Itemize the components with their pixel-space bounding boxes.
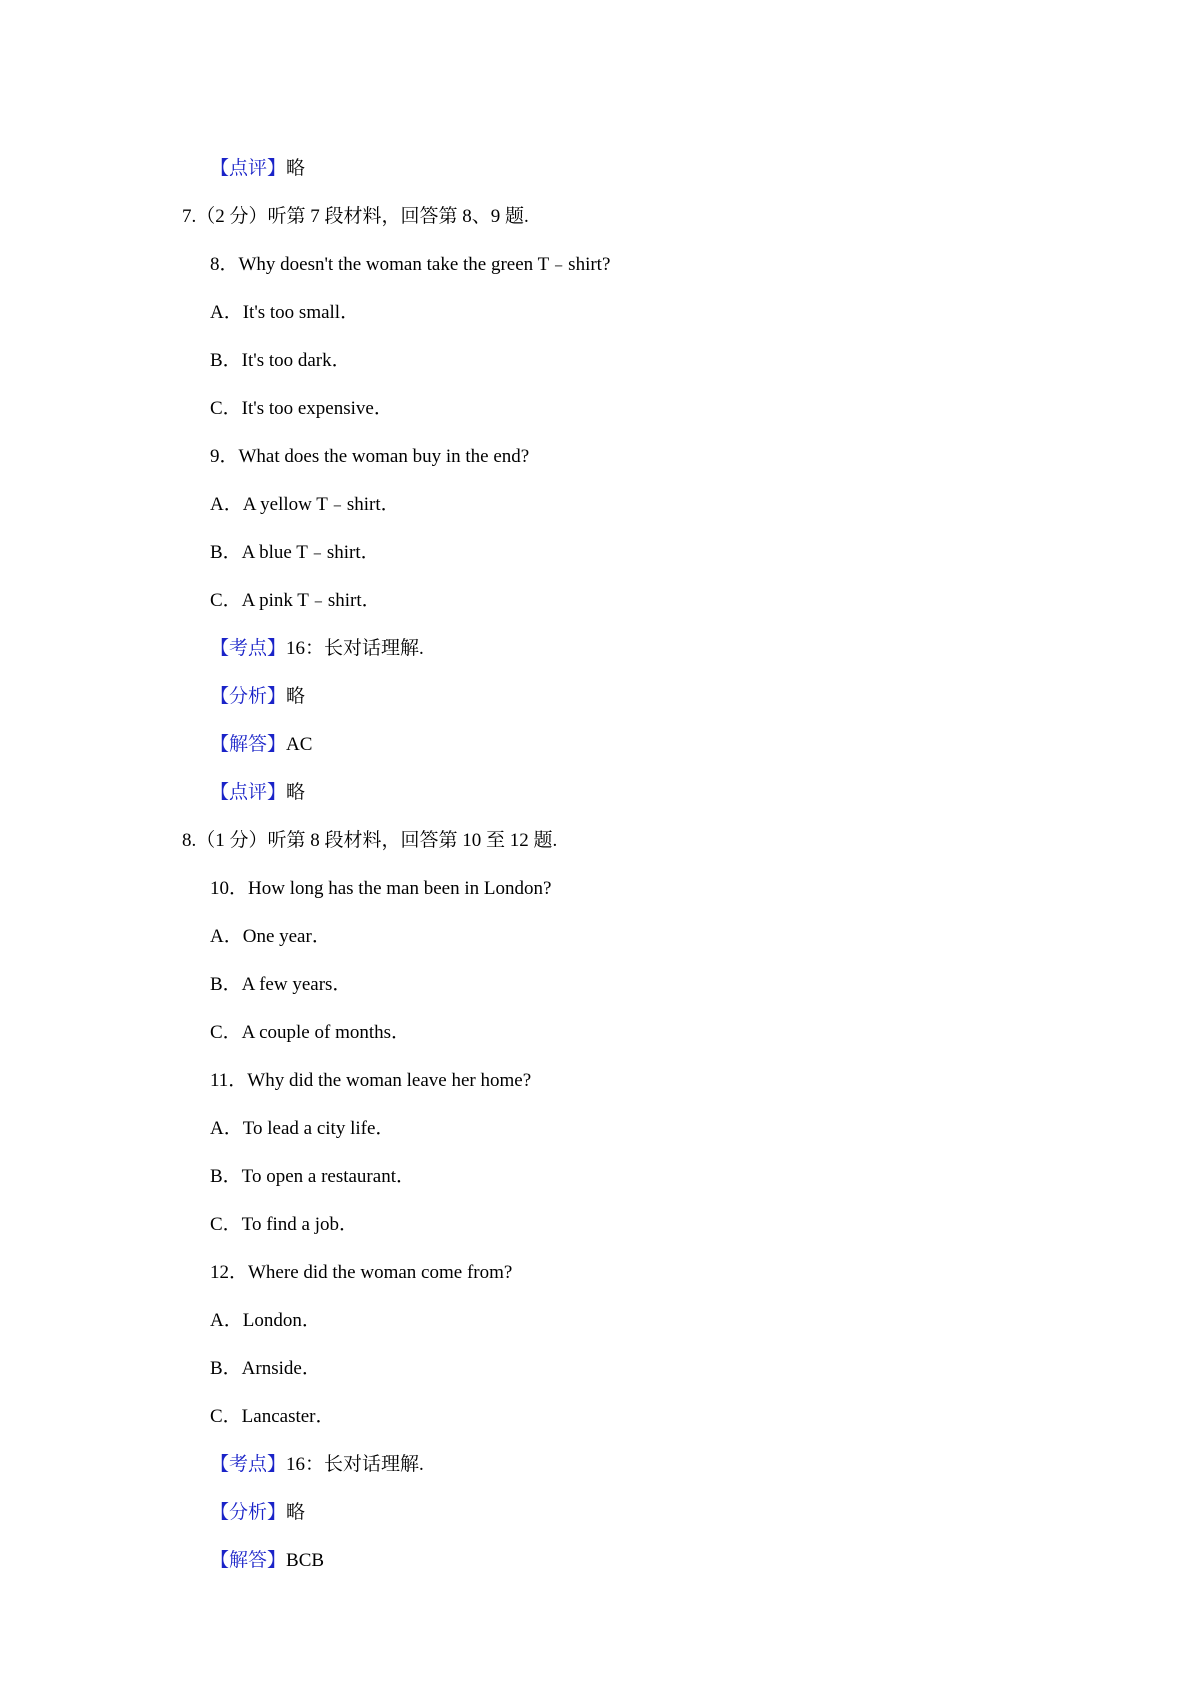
question-header-7: 7.（2 分）听第 7 段材料，回答第 8、9 题. [182, 206, 529, 227]
analysis-line [210, 1500, 305, 1526]
option-8b: B．It's too dark． [210, 350, 351, 371]
label-comment: 【点评】 [210, 158, 287, 179]
analysis-line [210, 684, 305, 710]
comment-line [210, 780, 305, 806]
line-text: 略 [286, 158, 306, 179]
option-9b: B．A blue T﹣shirt． [210, 542, 380, 563]
option-12b: B．Arnside． [210, 1358, 321, 1379]
option-9c: C．A pink T﹣shirt． [210, 590, 381, 611]
answer-line [210, 1548, 324, 1574]
option-10c: C．A couple of months． [210, 1022, 411, 1043]
line-text: 16：长对话理解. [286, 1454, 424, 1475]
label-answer: 【解答】 [210, 1550, 287, 1571]
kaodian-line [210, 1452, 424, 1478]
answer-line [210, 732, 312, 758]
label-kaodian: 【考点】 [210, 1454, 287, 1475]
option-8a: A．It's too small． [210, 302, 360, 323]
label-comment: 【点评】 [210, 782, 287, 803]
option-11b: B．To open a restaurant． [210, 1166, 415, 1187]
question-11: 11．Why did the woman leave her home? [210, 1070, 532, 1091]
option-11a: A．To lead a city life． [210, 1118, 395, 1139]
option-9a: A．A yellow T﹣shirt． [210, 494, 400, 515]
line-text: AC [286, 734, 313, 755]
question-10: 10．How long has the man been in London? [210, 878, 552, 899]
line-text: 略 [286, 1502, 306, 1523]
option-12a: A．London． [210, 1310, 321, 1331]
label-kaodian: 【考点】 [210, 638, 287, 659]
line-text: 略 [286, 686, 306, 707]
label-analysis: 【分析】 [210, 686, 287, 707]
option-12c: C．Lancaster． [210, 1406, 335, 1427]
line-text: 16：长对话理解. [286, 638, 424, 659]
option-8c: C．It's too expensive． [210, 398, 393, 419]
option-10b: B．A few years． [210, 974, 352, 995]
question-8: 8．Why doesn't the woman take the green T﹣shirt? [210, 254, 611, 275]
option-11c: C．To find a job． [210, 1214, 359, 1235]
comment-line [210, 156, 305, 182]
question-12: 12．Where did the woman come from? [210, 1262, 513, 1283]
question-header-8: 8.（1 分）听第 8 段材料，回答第 10 至 12 题. [182, 830, 558, 851]
kaodian-line [210, 636, 424, 662]
label-answer: 【解答】 [210, 734, 287, 755]
label-analysis: 【分析】 [210, 1502, 287, 1523]
line-text: BCB [286, 1550, 325, 1571]
question-9: 9．What does the woman buy in the end? [210, 446, 530, 467]
option-10a: A．One year． [210, 926, 331, 947]
line-text: 略 [286, 782, 306, 803]
